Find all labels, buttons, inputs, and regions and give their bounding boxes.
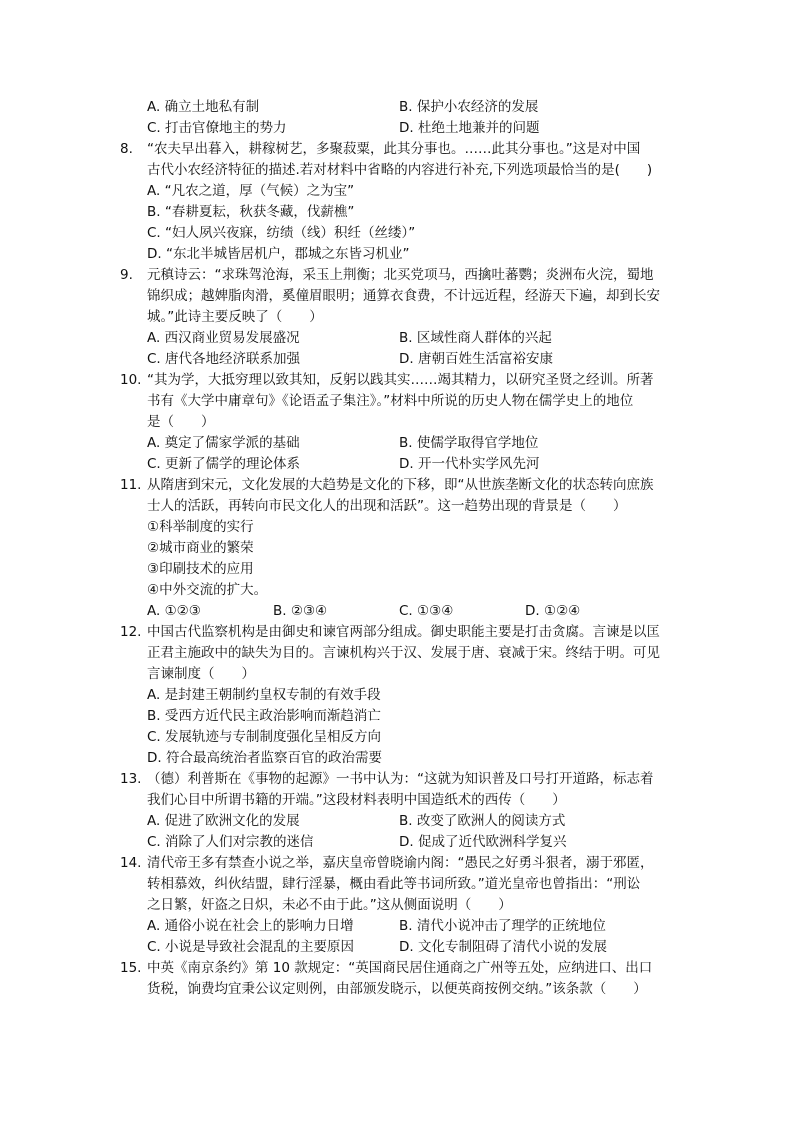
q13-stem-line-1: （德）利普斯在《事物的起源》一书中认为：“这就为知识普及口号打开道路，标志着 <box>147 771 654 787</box>
q12-stem-line-1: 中国古代监察机构是由御史和谏官两部分组成。御史职能主要是打击贪腐。言谏是以匡 <box>147 624 660 640</box>
q8-stem-line-1: “农夫早出暮入，耕稼树艺，多聚菽粟，此其分事也。……此其分事也。”这是对中国 <box>147 141 641 157</box>
q10-number: 10. <box>120 372 142 388</box>
q7-option-c: C. 打击官僚地主的势力 <box>147 120 287 136</box>
q11-item-4: ④中外交流的扩大。 <box>147 582 268 598</box>
q10-option-a: A. 奠定了儒家学派的基础 <box>147 435 300 451</box>
q8-option-a: A. “凡农之道，厚（气候）之为宝” <box>147 183 355 199</box>
q15-stem-line-2: 货税，饷费均宜秉公议定则例，由部颁发晓示，以便英商按例交纳。”该条款（ ） <box>147 981 647 997</box>
q9-option-d: D. 唐朝百姓生活富裕安康 <box>399 351 553 367</box>
q8-number: 8. <box>120 141 133 157</box>
q10-stem-line-2: 书有《大学中庸章句》《论语孟子集注》。”材料中所说的历史人物在儒学史上的地位 <box>147 393 634 409</box>
q9-stem-line-2: 锦织成；越婢脂肉滑，奚僮眉眼明；通算衣食费，不计远近程，经游天下遍，却到长安 <box>147 288 660 304</box>
q8-option-d: D. “东北半城皆居机户，郡城之东皆习机业” <box>147 246 410 262</box>
q11-stem-line-2: 士人的活跃，再转向市民文化人的出现和活跃”。这一趋势出现的背景是（ ） <box>147 498 627 514</box>
q13-number: 13. <box>120 771 142 787</box>
q10-option-d: D. 开一代朴实学风先河 <box>399 456 540 472</box>
q11-item-1: ①科举制度的实行 <box>147 519 254 535</box>
q9-option-c: C. 唐代各地经济联系加强 <box>147 351 301 367</box>
q12-option-c: C. 发展轨迹与专制制度强化呈相反方向 <box>147 729 382 745</box>
q14-option-d: D. 文化专制阻碍了清代小说的发展 <box>399 939 607 955</box>
q14-option-a: A. 通俗小说在社会上的影响力日增 <box>147 918 354 934</box>
q11-option-d: D. ①②④ <box>525 603 581 619</box>
q11-item-2: ②城市商业的繁荣 <box>147 540 254 556</box>
q14-stem-line-2: 转相慕效，纠伙结盟，肆行淫暴，概由看此等书词所致。”道光皇帝也曾指出：“刑讼 <box>147 876 641 892</box>
q8-option-b: B. “春耕夏耘，秋获冬藏，伐薪樵” <box>147 204 355 220</box>
q12-stem-line-3: 言谏制度（ ） <box>147 666 255 682</box>
q14-stem-line-3: 之日繁，奸盗之日炽，未必不由于此。”这从侧面说明（ ） <box>147 897 512 913</box>
q9-option-a: A. 西汉商业贸易发展盛况 <box>147 330 300 346</box>
q9-stem-line-3: 城。”此诗主要反映了（ ） <box>147 309 323 325</box>
q9-number: 9. <box>120 267 133 283</box>
q11-stem-line-1: 从隋唐到宋元，文化发展的大趋势是文化的下移，即“从世族垄断文化的状态转向庶族 <box>147 477 654 493</box>
q13-stem-line-2: 我们心目中所谓书籍的开端。”这段材料表明中国造纸术的西传（ ） <box>147 792 566 808</box>
q11-option-a: A. ①②③ <box>147 603 201 619</box>
q10-stem-line-3: 是（ ） <box>147 414 215 430</box>
q12-option-a: A. 是封建王朝制约皇权专制的有效手段 <box>147 687 381 703</box>
q10-option-c: C. 更新了儒学的理论体系 <box>147 456 301 472</box>
q14-option-c: C. 小说是导致社会混乱的主要原因 <box>147 939 355 955</box>
q15-stem-line-1: 中英《南京条约》第 10 款规定：“英国商民居住通商之广州等五处，应纳进口、出口 <box>147 960 653 976</box>
q7-option-d: D. 杜绝土地兼并的问题 <box>399 120 540 136</box>
q13-option-d: D. 促成了近代欧洲科学复兴 <box>399 834 567 850</box>
q13-option-c: C. 消除了人们对宗教的迷信 <box>147 834 314 850</box>
q14-option-b: B. 清代小说冲击了理学的正统地位 <box>399 918 606 934</box>
q12-number: 12. <box>120 624 142 640</box>
q8-stem-line-2: 古代小农经济特征的描述.若对材料中省略的内容进行补充,下列选项最恰当的是( ) <box>147 162 653 178</box>
q11-number: 11. <box>120 477 142 493</box>
q15-number: 15. <box>120 960 142 976</box>
q11-option-c: C. ①③④ <box>399 603 454 619</box>
q10-option-b: B. 使儒学取得官学地位 <box>399 435 539 451</box>
q13-option-b: B. 改变了欧洲人的阅读方式 <box>399 813 566 829</box>
q13-option-a: A. 促进了欧洲文化的发展 <box>147 813 300 829</box>
q9-stem-line-1: 元稹诗云：“求珠驾沧海，采玉上荆衡；北买党项马，西擒吐蕃鹦；炎洲布火浣，蜀地 <box>147 267 654 283</box>
q9-option-b: B. 区域性商人群体的兴起 <box>399 330 552 346</box>
q11-item-3: ③印刷技术的应用 <box>147 561 254 577</box>
q12-option-d: D. 符合最高统治者监察百官的政治需要 <box>147 750 382 766</box>
q7-option-b: B. 保护小农经济的发展 <box>399 99 539 115</box>
q12-option-b: B. 受西方近代民主政治影响而渐趋消亡 <box>147 708 381 724</box>
q8-option-c: C. “妇人夙兴夜寐，纺绩（线）积纴（丝缕）” <box>147 225 416 241</box>
q12-stem-line-2: 正君主施政中的缺失为目的。言谏机构兴于汉、发展于唐、衰减于宋。终结于明。可见 <box>147 645 660 661</box>
q11-option-b: B. ②③④ <box>273 603 328 619</box>
q10-stem-line-1: “其为学，大抵穷理以致其知，反躬以践其实……竭其精力，以研究圣贤之经训。所著 <box>147 372 654 388</box>
q7-option-a: A. 确立土地私有制 <box>147 99 260 115</box>
q14-number: 14. <box>120 855 142 871</box>
q14-stem-line-1: 清代帝王多有禁查小说之举，嘉庆皇帝曾晓谕内阁：“愚民之好勇斗狠者，溺于邪匿， <box>147 855 654 871</box>
